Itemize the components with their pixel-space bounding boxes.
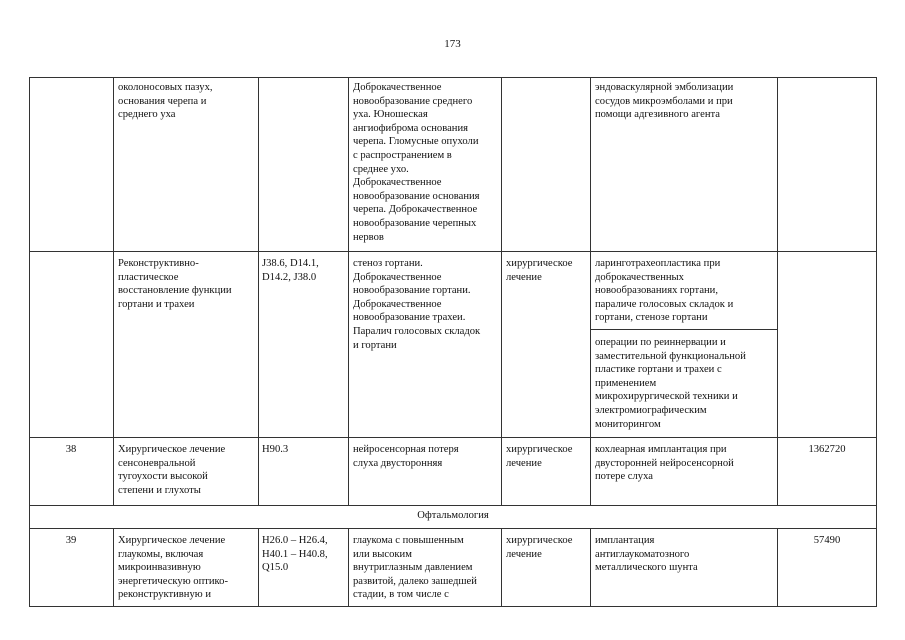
row-divider: [29, 437, 876, 438]
cell-treatment-method: операции по реиннервации и заместительной функциональной пластике гортани и трахеи с применением микрохирургической техники и электромиографическим мониторингом: [595, 337, 746, 430]
cell-cost: 57490: [813, 535, 841, 546]
col-divider: [501, 528, 502, 607]
cell-group-number: 39: [65, 535, 77, 546]
col-divider: [113, 528, 114, 607]
cell-treatment-method: кохлеарная имплантация при двусторонней нейросенсорной потере слуха: [595, 444, 734, 483]
row-divider: [29, 505, 876, 506]
cell-icd-codes: H90.3: [262, 444, 289, 455]
cell-patient-model: стеноз гортани. Доброкачественное новообразование гортани. Доброкачественное новообразование трахеи. Паралич голосовых складок и гортани: [353, 258, 481, 351]
table-left-border: [29, 77, 30, 607]
col-divider: [258, 77, 259, 505]
cell-treatment-type: хирургическое лечение: [506, 258, 573, 283]
col-divider: [777, 77, 778, 505]
cell-icd-codes: H26.0 – H26.4, H40.1 – H40.8, Q15.0: [262, 535, 328, 574]
cell-group-number: 38: [65, 444, 77, 455]
cell-treatment-method: эндоваскулярной эмболизации сосудов микроэмболами и при помощи адгезивного агента: [595, 82, 734, 121]
cell-treatment-type: хирургическое лечение: [506, 535, 573, 560]
cell-cost: 1362720: [808, 444, 846, 455]
col-divider: [258, 528, 259, 607]
cell-patient-model: нейросенсорная потеря слуха двусторонняя: [353, 444, 459, 469]
col-divider: [590, 528, 591, 607]
col-divider: [348, 77, 349, 505]
row-divider: [29, 251, 876, 252]
table-top-border: [29, 77, 876, 78]
table-bottom-border: [29, 606, 876, 607]
method-subdivider: [590, 329, 777, 330]
table-right-border: [876, 77, 877, 607]
col-divider: [590, 77, 591, 505]
cell-care-type-name: Реконструктивно- пластическое восстановление функции гортани и трахеи: [118, 258, 232, 310]
cell-treatment-type: хирургическое лечение: [506, 444, 573, 469]
cell-treatment-method: ларинготрахеопластика при доброкачественных новообразованиях гортани, параличе голосовых складок и гортани, стенозе гортани: [595, 258, 734, 324]
col-divider: [348, 528, 349, 607]
cell-treatment-method: имплантация антиглаукоматозного металлического шунта: [595, 535, 698, 574]
cell-care-type-name: Хирургическое лечение глаукомы, включая микроинвазивную энергетическую оптико- реконструктивную и: [118, 535, 228, 601]
col-divider: [113, 77, 114, 505]
cell-care-type-name: околоносовых пазух, основания черепа и среднего уха: [118, 82, 213, 121]
col-divider: [501, 77, 502, 505]
cell-patient-model: глаукома с повышенным или высоким внутриглазным давлением развитой, далеко зашедшей стадии, в том числе с: [353, 535, 477, 601]
col-divider: [777, 528, 778, 607]
cell-icd-codes: J38.6, D14.1, D14.2, J38.0: [262, 258, 319, 283]
row-divider: [29, 528, 876, 529]
section-heading: Офтальмология: [417, 510, 489, 521]
page-number: 173: [444, 38, 461, 50]
cell-patient-model: Доброкачественное новообразование среднего уха. Юношеская ангиофиброма основания черепа. Гломусные опухоли с распространением в среднее ухо. Доброкачественное новообразование основания черепа. Доброкачественное новообразование черепных нервов: [353, 82, 480, 243]
cell-care-type-name: Хирургическое лечение сенсоневральной тугоухости высокой степени и глухоты: [118, 444, 226, 496]
